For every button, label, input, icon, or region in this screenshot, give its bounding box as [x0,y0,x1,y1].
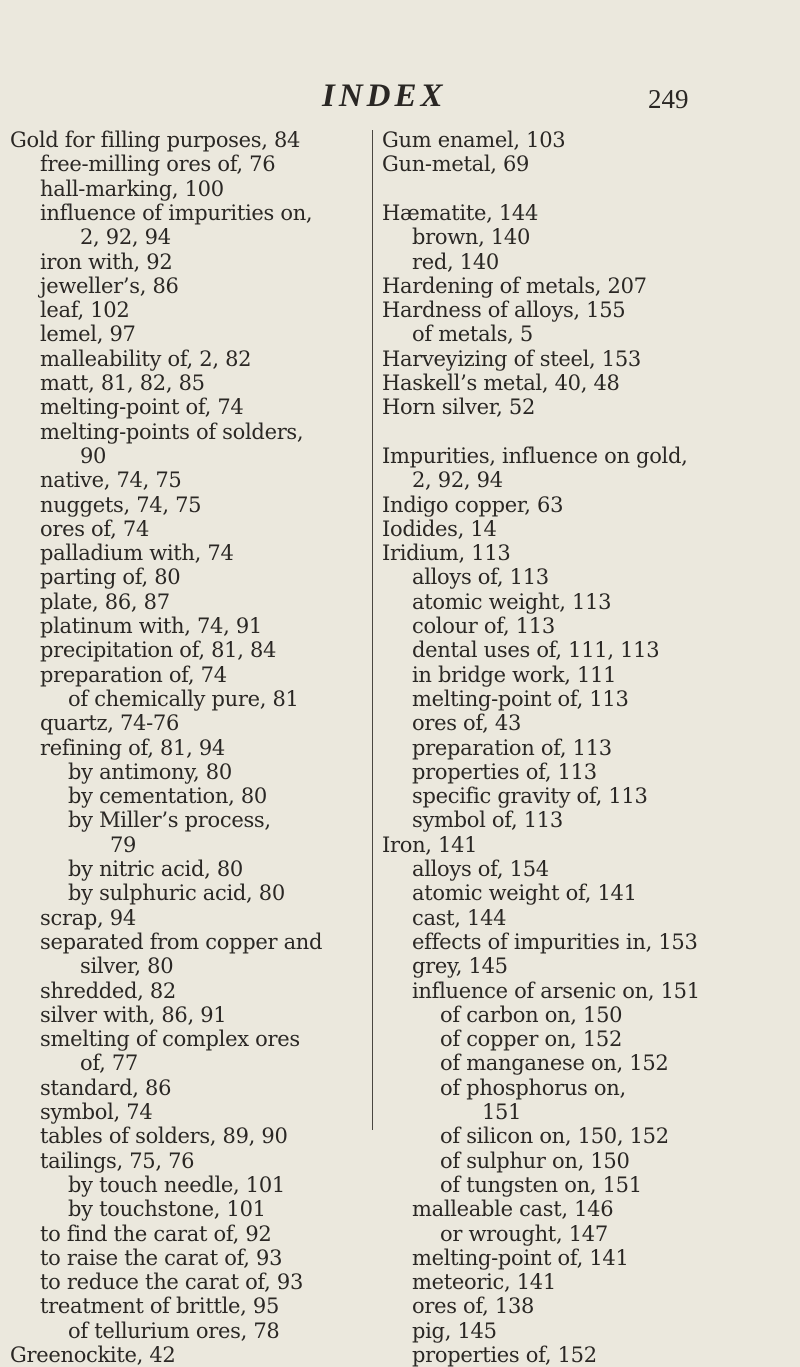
index-entry: Hardness of alloys, 155 [382,298,626,323]
index-entry: Iodides, 14 [382,516,497,541]
index-entry: alloys of, 113 [412,565,549,590]
index-entry: melting-point of, 141 [412,1245,629,1270]
index-entry: melting-point of, 113 [412,686,629,711]
index-entry: ores of, 74 [40,516,150,541]
index-entry: of chemically pure, 81 [68,686,299,711]
index-entry: Iridium, 113 [382,541,511,566]
index-entry: 151 [482,1100,522,1124]
index-entry: cast, 144 [412,905,507,930]
index-entry: Gun-metal, 69 [382,152,530,177]
index-entry: standard, 86 [40,1075,172,1100]
page-header [0,78,800,118]
index-entry: of metals, 5 [412,322,533,347]
index-entry: preparation of, 74 [40,662,227,687]
index-entry: brown, 140 [412,225,531,250]
index-entry: matt, 81, 82, 85 [40,371,205,395]
index-entry: tailings, 75, 76 [40,1148,195,1173]
index-entry: alloys of, 154 [412,857,549,881]
index-entry: pig, 145 [412,1318,497,1343]
index-entry: Horn silver, 52 [382,395,536,420]
index-entry: of tungsten on, 151 [440,1172,642,1197]
index-entry: 90 [80,443,107,468]
index-entry: by nitric acid, 80 [68,857,243,881]
index-entry: Gum enamel, 103 [382,128,566,152]
index-entry: jeweller’s, 86 [40,273,179,298]
index-entry: of tellurium ores, 78 [68,1318,280,1343]
index-entry: by antimony, 80 [68,759,232,784]
index-entry: refining of, 81, 94 [40,735,225,760]
index-entry: properties of, 152 [412,1343,597,1367]
index-entry: to raise the carat of, 93 [40,1245,283,1270]
index-entry: of copper on, 152 [440,1027,623,1052]
index-entry: melting-point of, 74 [40,395,244,420]
index-entry: Hardening of metals, 207 [382,273,647,298]
index-entry: hall-marking, 100 [40,176,224,201]
index-entry: to reduce the carat of, 93 [40,1270,304,1295]
index-entry: ores of, 43 [412,711,522,736]
index-entry: symbol of, 113 [412,808,563,833]
index-entry: preparation of, 113 [412,735,612,760]
index-entry: Hæmatite, 144 [382,200,539,225]
index-entry: smelting of complex ores [40,1027,300,1052]
index-entry: Indigo copper, 63 [382,492,564,517]
index-entry: of silicon on, 150, 152 [440,1124,669,1149]
index-entry: influence of arsenic on, 151 [412,978,700,1003]
index-entry: quartz, 74-76 [40,711,180,736]
index-entry: ores of, 138 [412,1294,535,1319]
index-entry: Harveyizing of steel, 153 [382,346,641,371]
index-entry: symbol, 74 [40,1100,153,1124]
index-entry: malleable cast, 146 [412,1197,614,1222]
column-divider [372,130,373,1130]
index-entry: Gold for filling purposes, 84 [10,128,301,152]
index-entry: shredded, 82 [40,978,176,1003]
index-entry: precipitation of, 81, 84 [40,638,277,663]
index-entry: by sulphuric acid, 80 [68,881,285,906]
index-entry: platinum with, 74, 91 [40,614,262,638]
index-entry: by touch needle, 101 [68,1172,285,1197]
index-entry: atomic weight of, 141 [412,881,637,906]
index-entry: plate, 86, 87 [40,589,170,614]
index-entry: silver, 80 [80,954,174,979]
page-number: 249 [648,84,689,114]
index-entry: 2, 92, 94 [80,225,171,250]
index-entry: Greenockite, 42 [10,1343,176,1367]
index-entry: influence of impurities on, [40,200,313,225]
index-title: INDEX [322,78,447,114]
index-entry: Impurities, influence on gold, [382,443,688,468]
index-entry: malleability of, 2, 82 [40,346,252,371]
index-entry: parting of, 80 [40,565,181,590]
index-entry: to find the carat of, 92 [40,1221,272,1246]
index-entry: palladium with, 74 [40,541,234,566]
index-entry: iron with, 92 [40,249,173,274]
index-entry: by Miller’s process, [68,808,271,833]
index-entry: nuggets, 74, 75 [40,492,202,517]
index-entry: atomic weight, 113 [412,589,612,614]
index-entry: by cementation, 80 [68,784,267,809]
index-entry: scrap, 94 [40,905,136,930]
index-entry: leaf, 102 [40,298,130,323]
index-entry: tables of solders, 89, 90 [40,1124,288,1149]
index-entry: of carbon on, 150 [440,1002,623,1027]
index-entry: properties of, 113 [412,759,597,784]
index-entry: melting-points of solders, [40,419,304,444]
index-entry: of manganese on, 152 [440,1051,669,1076]
index-entry: lemel, 97 [40,322,136,347]
index-entry: separated from copper and [40,929,323,954]
index-entry: meteoric, 141 [412,1270,556,1295]
index-entry: of phosphorus on, [440,1075,626,1100]
index-entry: of, 77 [80,1051,138,1076]
index-entry: treatment of brittle, 95 [40,1294,280,1319]
index-entry: 79 [110,832,137,857]
index-entry: red, 140 [412,249,499,274]
index-entry: free-milling ores of, 76 [40,152,276,177]
index-entry: by touchstone, 101 [68,1197,266,1222]
index-entry: Haskell’s metal, 40, 48 [382,371,620,395]
index-entry: specific gravity of, 113 [412,784,648,809]
index-entry: native, 74, 75 [40,468,182,493]
index-entry: silver with, 86, 91 [40,1002,227,1027]
index-entry: grey, 145 [412,954,508,979]
index-entry: Iron, 141 [382,832,478,857]
index-entry: of sulphur on, 150 [440,1148,630,1173]
index-entry: or wrought, 147 [440,1221,608,1246]
index-entry: in bridge work, 111 [412,662,617,687]
index-entry: effects of impurities in, 153 [412,929,698,954]
index-entry: 2, 92, 94 [412,468,503,493]
index-entry: dental uses of, 111, 113 [412,638,660,663]
index-entry: colour of, 113 [412,614,555,638]
